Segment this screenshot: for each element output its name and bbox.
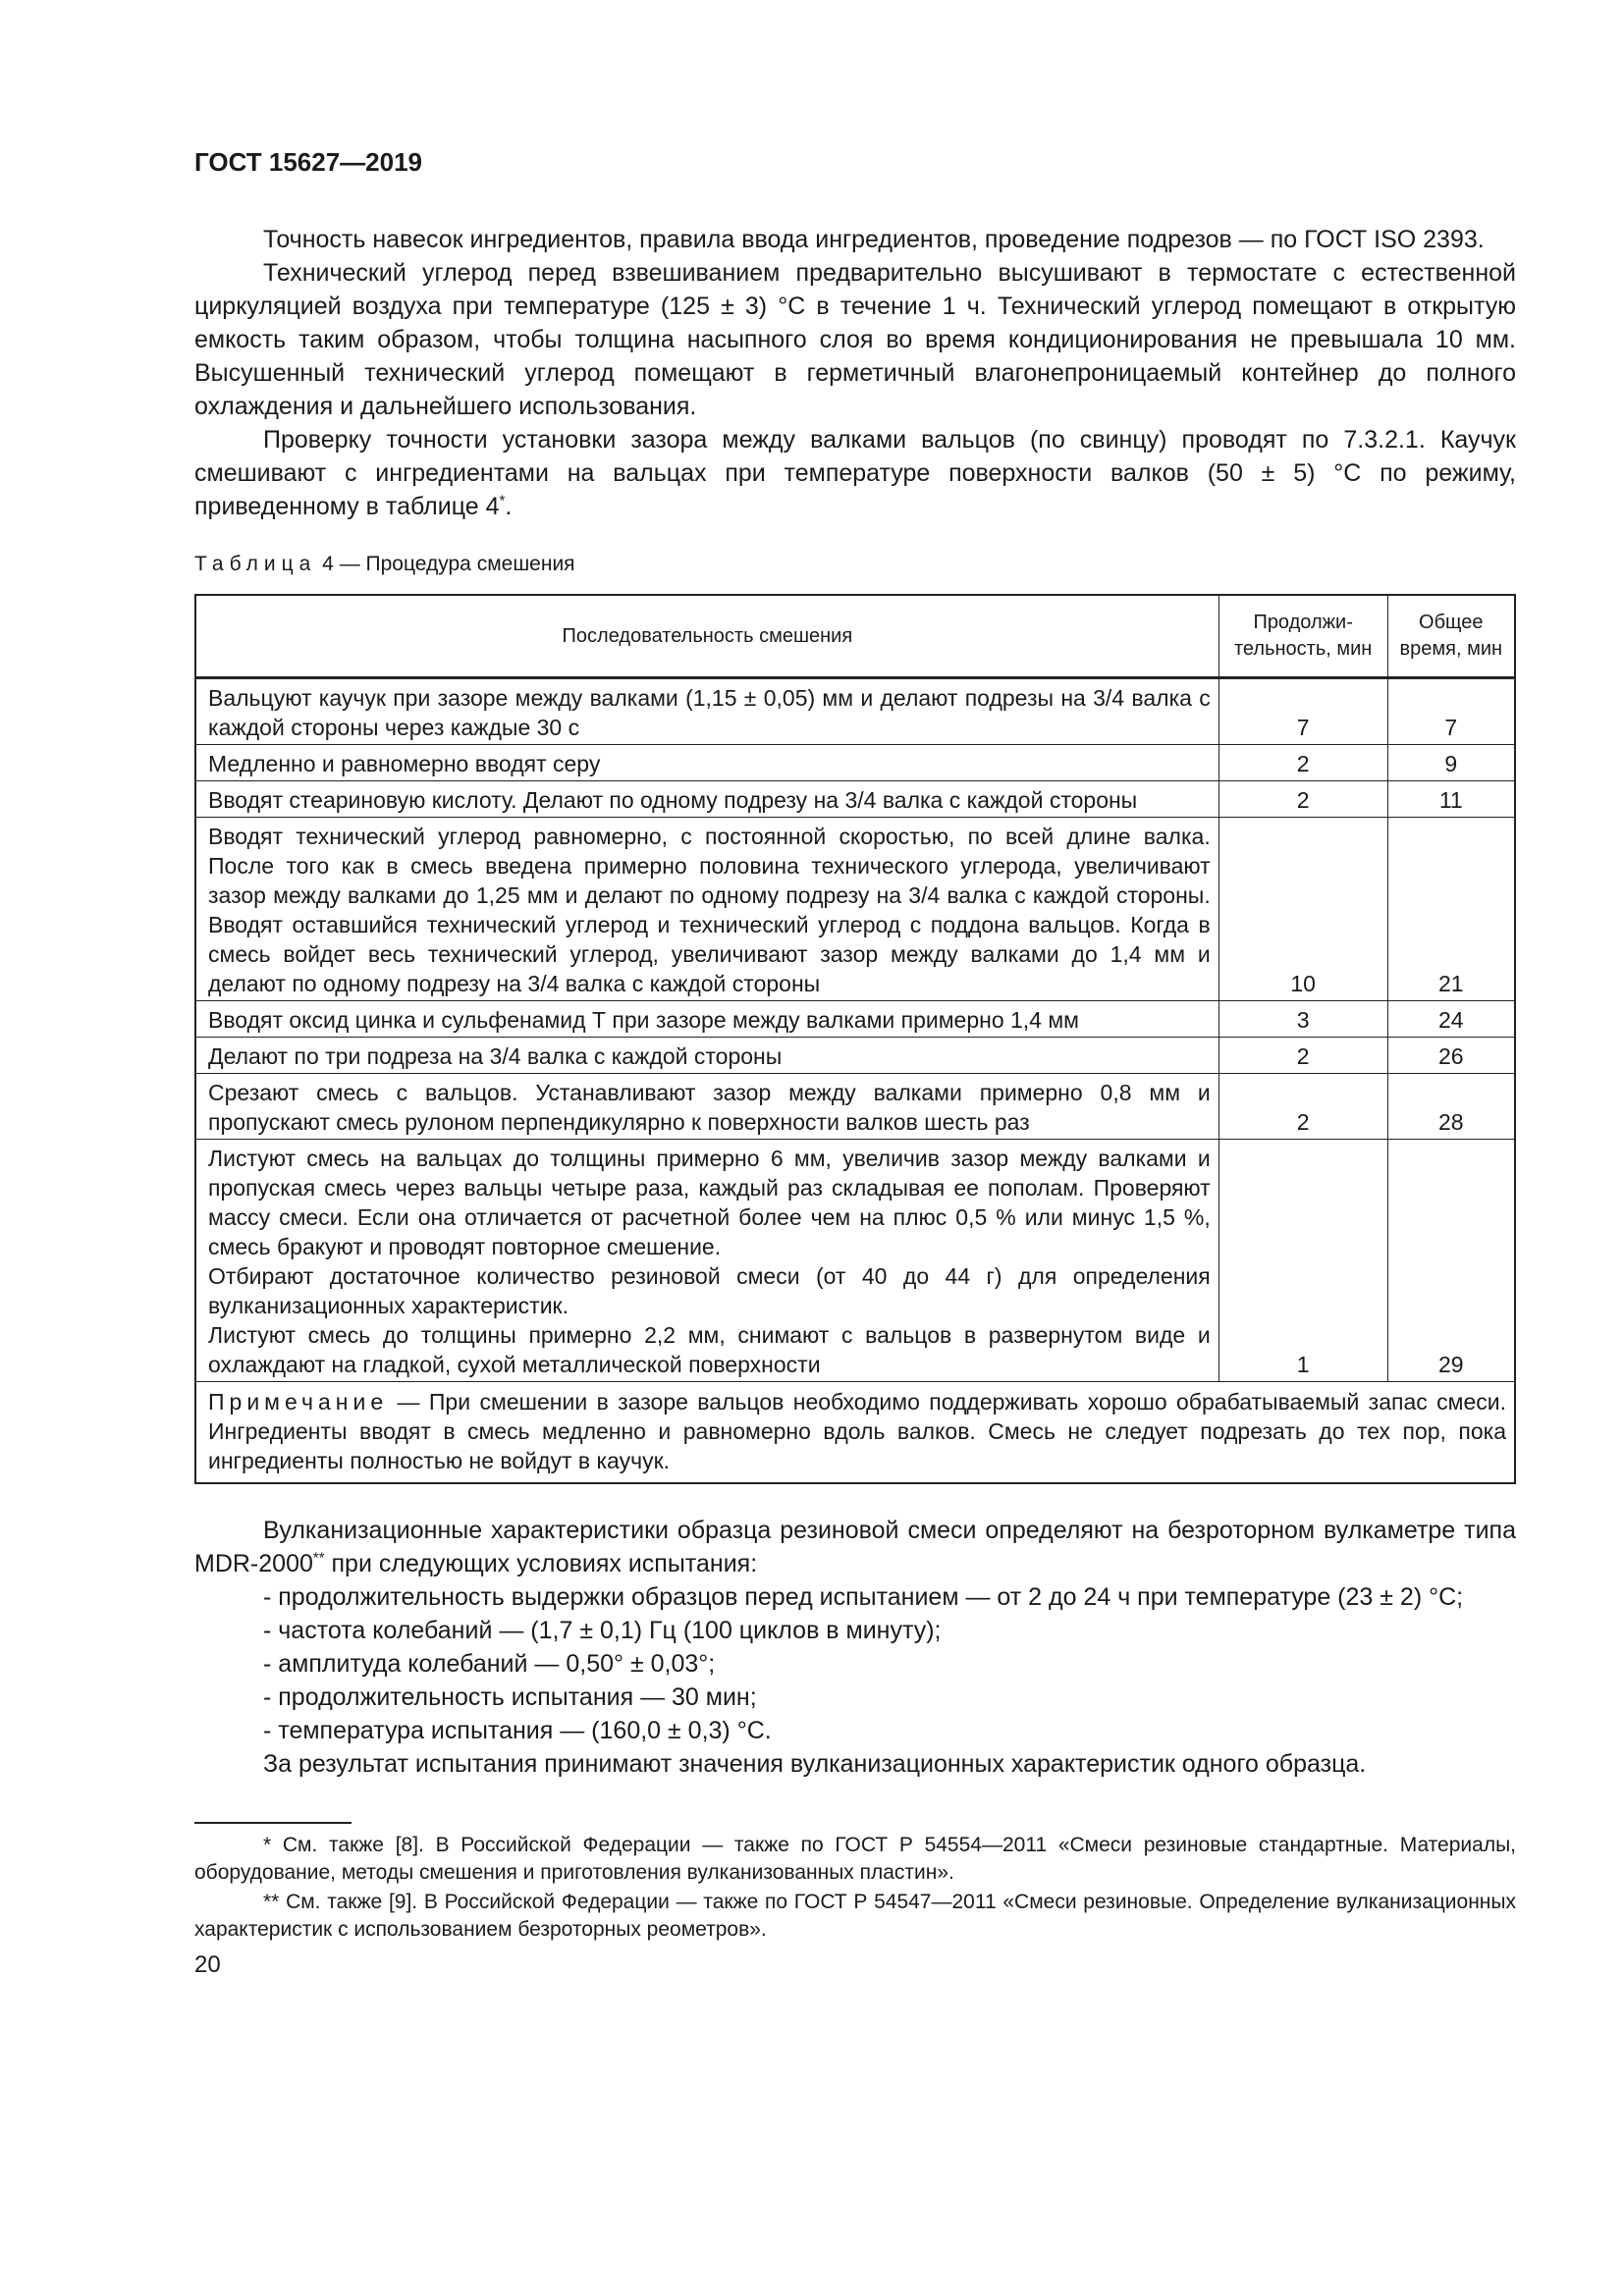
table-header-row: [195, 595, 1515, 678]
step-text: Вальцуют каучук при зазоре между валками (1,15 ± 0,05) мм и делают подрезы на 3/4 валка с каждой стороны через каждые 30 с: [208, 685, 1211, 740]
table-row: [195, 818, 1515, 1001]
step-description: [195, 781, 1218, 818]
table-row: [195, 1038, 1515, 1074]
step-total-time: 9: [1387, 745, 1515, 781]
footnotes: [194, 1832, 1516, 1944]
document-code: ГОСТ 15627—2019: [194, 147, 422, 177]
vulcanization-paragraph-end: при следующих условиях испытания:: [324, 1550, 758, 1577]
step-duration: 1: [1218, 1140, 1387, 1382]
step-description: [195, 1001, 1218, 1038]
table-row: [195, 1001, 1515, 1038]
header-total: Общее время, мин: [1387, 595, 1515, 678]
intro-paragraph-2: Технический углерод перед взвешиванием предварительно высушивают в термостате с естественной циркуляцией воздуха при температуре (125 ± 3) °С в течение 1 ч. Технический углерод помещают в открытую емкость таким образом, чтобы толщина насыпного слоя во время кондиционирования не превышала 10 мм. Высушенный технический углерод помещают в герметичный влагонепроницаемый контейнер до полного охлаждения и дальнейшего использования.: [194, 259, 1516, 420]
step-total-time: 21: [1387, 818, 1515, 1001]
step-duration: 2: [1218, 1074, 1387, 1140]
intro-paragraph-3-end: .: [505, 493, 513, 520]
step-description: [195, 818, 1218, 1001]
table-note-label: Примечание: [208, 1389, 389, 1415]
step-duration: 2: [1218, 1038, 1387, 1074]
document-page: [194, 147, 1516, 1979]
step-text: Листуют смесь до толщины примерно 2,2 мм, снимают с вальцов в развернутом виде и охлаждают на гладкой, сухой металлической поверхности: [208, 1322, 1211, 1377]
header-sequence: Последовательность смешения: [195, 595, 1218, 678]
step-text: Вводят технический углерод равномерно, с постоянной скоростью, по всей длине валка. После того как в смесь введена примерно половина технического углерода, увеличивают зазор между валками до 1,25 мм и делают по одному подрезу на 3/4 валка с каждой стороны. Вводят оставшийся технический углерод и технический углерод с поддона вальцов. Когда в смесь войдет весь технический углерод, увеличивают зазор между валками до 1,4 мм и делают по одному подрезу на 3/4 валка с каждой стороны: [208, 824, 1211, 996]
table-row: [195, 1140, 1515, 1382]
step-text: Отбирают достаточное количество резиновой смеси (от 40 до 44 г) для определения вулканизационных характеристик.: [208, 1263, 1211, 1318]
table-note-text: — При смешении в зазоре вальцов необходимо поддерживать хорошо обрабатываемый запас смеси. Ингредиенты вводят в смесь медленно и равномерно вдоль валков. Смесь не следует подрезать до тех пор, пока ингредиенты полностью не войдут в каучук.: [208, 1389, 1506, 1473]
table-row: [195, 745, 1515, 781]
mixing-procedure-table: [194, 594, 1516, 1484]
intro-paragraph-1: Точность навесок ингредиентов, правила ввода ингредиентов, проведение подрезов — по ГОСТ ISO 2393.: [263, 226, 1485, 253]
step-duration: 3: [1218, 1001, 1387, 1038]
test-condition-item: - амплитуда колебаний — 0,50° ± 0,03°;: [263, 1650, 716, 1678]
intro-paragraph-3-text: Проверку точности установки зазора между валками вальцов (по свинцу) проводят по 7.3.2.1. Каучук смешивают с ингредиентами на вальцах при температуре поверхности валков (50 ± 5) °С по режиму, приведенному в таблице 4: [194, 426, 1516, 520]
step-total-time: 24: [1387, 1001, 1515, 1038]
table-note-row: [195, 1382, 1515, 1484]
vulcanization-section: [194, 1514, 1516, 1781]
step-duration: 7: [1218, 678, 1387, 745]
table-caption-label: Таблица: [194, 553, 317, 575]
header-duration: Продолжи-тельность, мин: [1218, 595, 1387, 678]
step-description: [195, 1038, 1218, 1074]
step-text: Делают по три подреза на 3/4 валка с каждой стороны: [208, 1043, 783, 1069]
vulcanization-paragraph: [194, 1514, 1516, 1580]
test-condition-item: - температура испытания — (160,0 ± 0,3) °С.: [263, 1717, 772, 1744]
step-description: [195, 678, 1218, 745]
step-total-time: 7: [1387, 678, 1515, 745]
result-paragraph: За результат испытания принимают значения вулканизационных характеристик одного образца.: [263, 1750, 1367, 1778]
footnote: ** См. также [9]. В Российской Федерации — также по ГОСТ Р 54547—2011 «Смеси резиновые. Определение вулканизационных характеристик с использованием безроторных реометров».: [194, 1891, 1516, 1941]
step-duration: 10: [1218, 818, 1387, 1001]
step-text: Вводят оксид цинка и сульфенамид Т при зазоре между валками примерно 1,4 мм: [208, 1007, 1079, 1033]
step-total-time: 26: [1387, 1038, 1515, 1074]
test-condition-item: - продолжительность выдержки образцов перед испытанием — от 2 до 24 ч при температуре (23 ± 2) °С;: [263, 1583, 1464, 1611]
step-text: Срезают смесь с вальцов. Устанавливают зазор между валками примерно 0,8 мм и пропускают смесь рулоном перпендикулярно к поверхности валков шесть раз: [208, 1080, 1211, 1135]
footnote: * См. также [8]. В Российской Федерации — также по ГОСТ Р 54554—2011 «Смеси резиновые стандартные. Материалы, оборудование, методы смешения и приготовления вулканизованных пластин».: [194, 1834, 1516, 1884]
footnote-ref-1: *: [499, 492, 506, 509]
table-row: [195, 781, 1515, 818]
step-text: Листуют смесь на вальцах до толщины примерно 6 мм, увеличив зазор между валками и пропуская смесь через вальцы четыре раза, каждый раз складывая ее пополам. Проверяют массу смеси. Если она отличается от расчетной более чем на плюс 0,5 % или минус 1,5 %, смесь бракуют и проводят повторное смешение.: [208, 1146, 1211, 1259]
step-duration: 2: [1218, 781, 1387, 818]
table-row: [195, 1074, 1515, 1140]
step-description: [195, 745, 1218, 781]
table-note: [195, 1382, 1515, 1484]
table-body: [195, 678, 1515, 1382]
table-caption: [194, 553, 1516, 576]
footnote-ref-2: **: [312, 1549, 325, 1567]
step-total-time: 28: [1387, 1074, 1515, 1140]
step-text: Вводят стеариновую кислоту. Делают по одному подрезу на 3/4 валка с каждой стороны: [208, 787, 1138, 813]
step-description: [195, 1140, 1218, 1382]
test-conditions-list: [194, 1580, 1516, 1747]
intro-paragraph-3: [194, 423, 1516, 523]
table-caption-text: 4 — Процедура смешения: [316, 553, 575, 575]
table-row: [195, 678, 1515, 745]
step-total-time: 29: [1387, 1140, 1515, 1382]
test-condition-item: - частота колебаний — (1,7 ± 0,1) Гц (100 циклов в минуту);: [263, 1617, 942, 1644]
test-condition-item: - продолжительность испытания — 30 мин;: [263, 1683, 757, 1711]
step-description: [195, 1074, 1218, 1140]
footnote-divider: [194, 1822, 352, 1824]
step-total-time: 11: [1387, 781, 1515, 818]
page-number: 20: [194, 1951, 221, 1978]
step-duration: 2: [1218, 745, 1387, 781]
vulcanization-paragraph-text: Вулканизационные характеристики образца резиновой смеси определяют на безроторном вулкаметре типа MDR-2000: [194, 1517, 1516, 1577]
step-text: Медленно и равномерно вводят серу: [208, 751, 601, 776]
